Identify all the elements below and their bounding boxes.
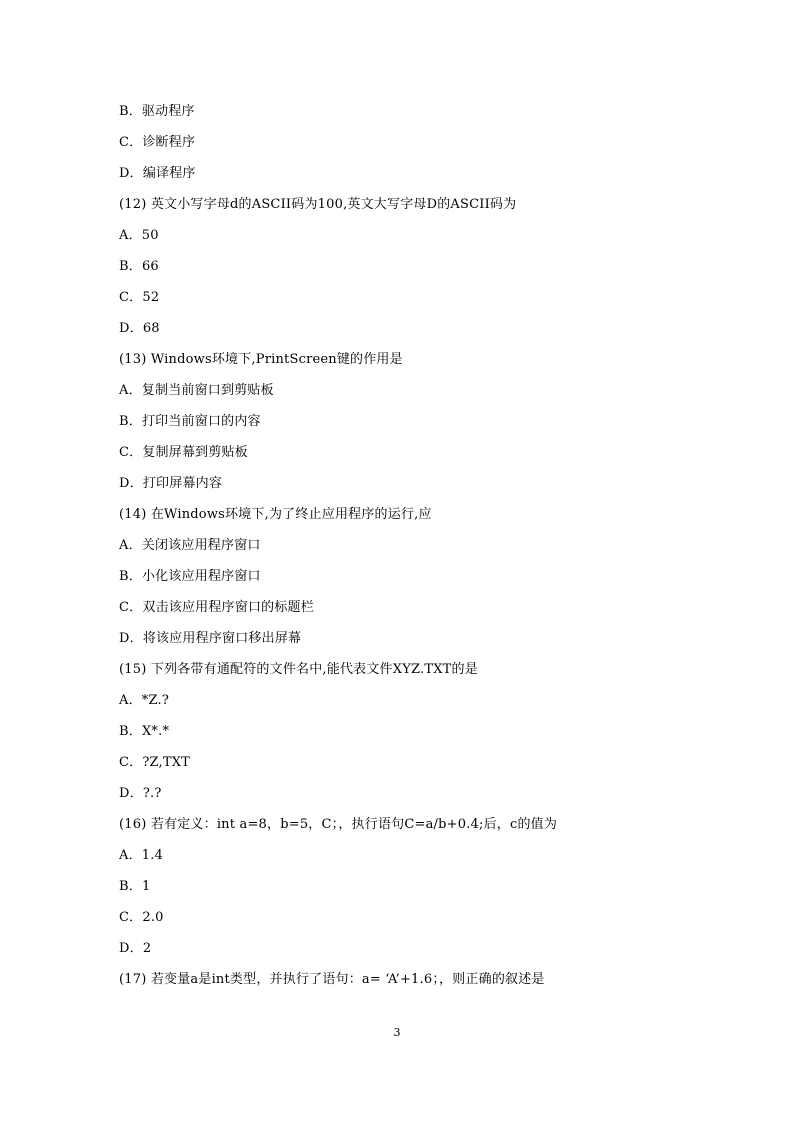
question-line: (17) 若变量a是int类型，并执行了语句：a= ‘A’+1.6；，则正确的叙述是 [119,972,545,987]
option-line: D．打印屏幕内容 [119,476,223,491]
option-line: B．66 [119,259,159,274]
option-line: C．?Z,TXT [119,755,191,770]
option-line: A．50 [119,228,159,243]
option-line: A．关闭该应用程序窗口 [119,538,261,553]
option-line: C．2.0 [119,910,164,925]
option-line: A．1.4 [119,848,164,863]
option-line: B．小化该应用程序窗口 [119,569,261,584]
option-line: D．将该应用程序窗口移出屏幕 [119,631,302,646]
option-line: A．复制当前窗口到剪贴板 [119,383,274,398]
option-line: D．编译程序 [119,166,196,181]
option-line: B．打印当前窗口的内容 [119,414,261,429]
option-line: B．X*.* [119,724,170,739]
option-line: B．1 [119,879,151,894]
option-line: D．2 [119,941,152,956]
option-line: B．驱动程序 [119,104,195,119]
question-line: (16) 若有定义：int a=8，b=5，C；，执行语句C=a/b+0.4;后，c的值为 [119,817,558,832]
question-line: (13) Windows环境下,PrintScreen键的作用是 [119,352,403,367]
question-line: (12) 英文小写字母d的ASCII码为100,英文大写字母D的ASCII码为 [119,197,517,212]
option-line: D．?.? [119,786,162,801]
option-line: C．52 [119,290,160,305]
page-number: 3 [393,1026,401,1039]
option-line: D．68 [119,321,160,336]
option-line: A．*Z.? [119,693,169,708]
question-line: (14) 在Windows环境下,为了终止应用程序的运行,应 [119,507,432,522]
option-line: C．复制屏幕到剪贴板 [119,445,248,460]
option-line: C．诊断程序 [119,135,196,150]
option-line: C．双击该应用程序窗口的标题栏 [119,600,314,615]
question-line: (15) 下列各带有通配符的文件名中,能代表文件XYZ.TXT的是 [119,662,478,677]
question-list [119,103,719,1002]
